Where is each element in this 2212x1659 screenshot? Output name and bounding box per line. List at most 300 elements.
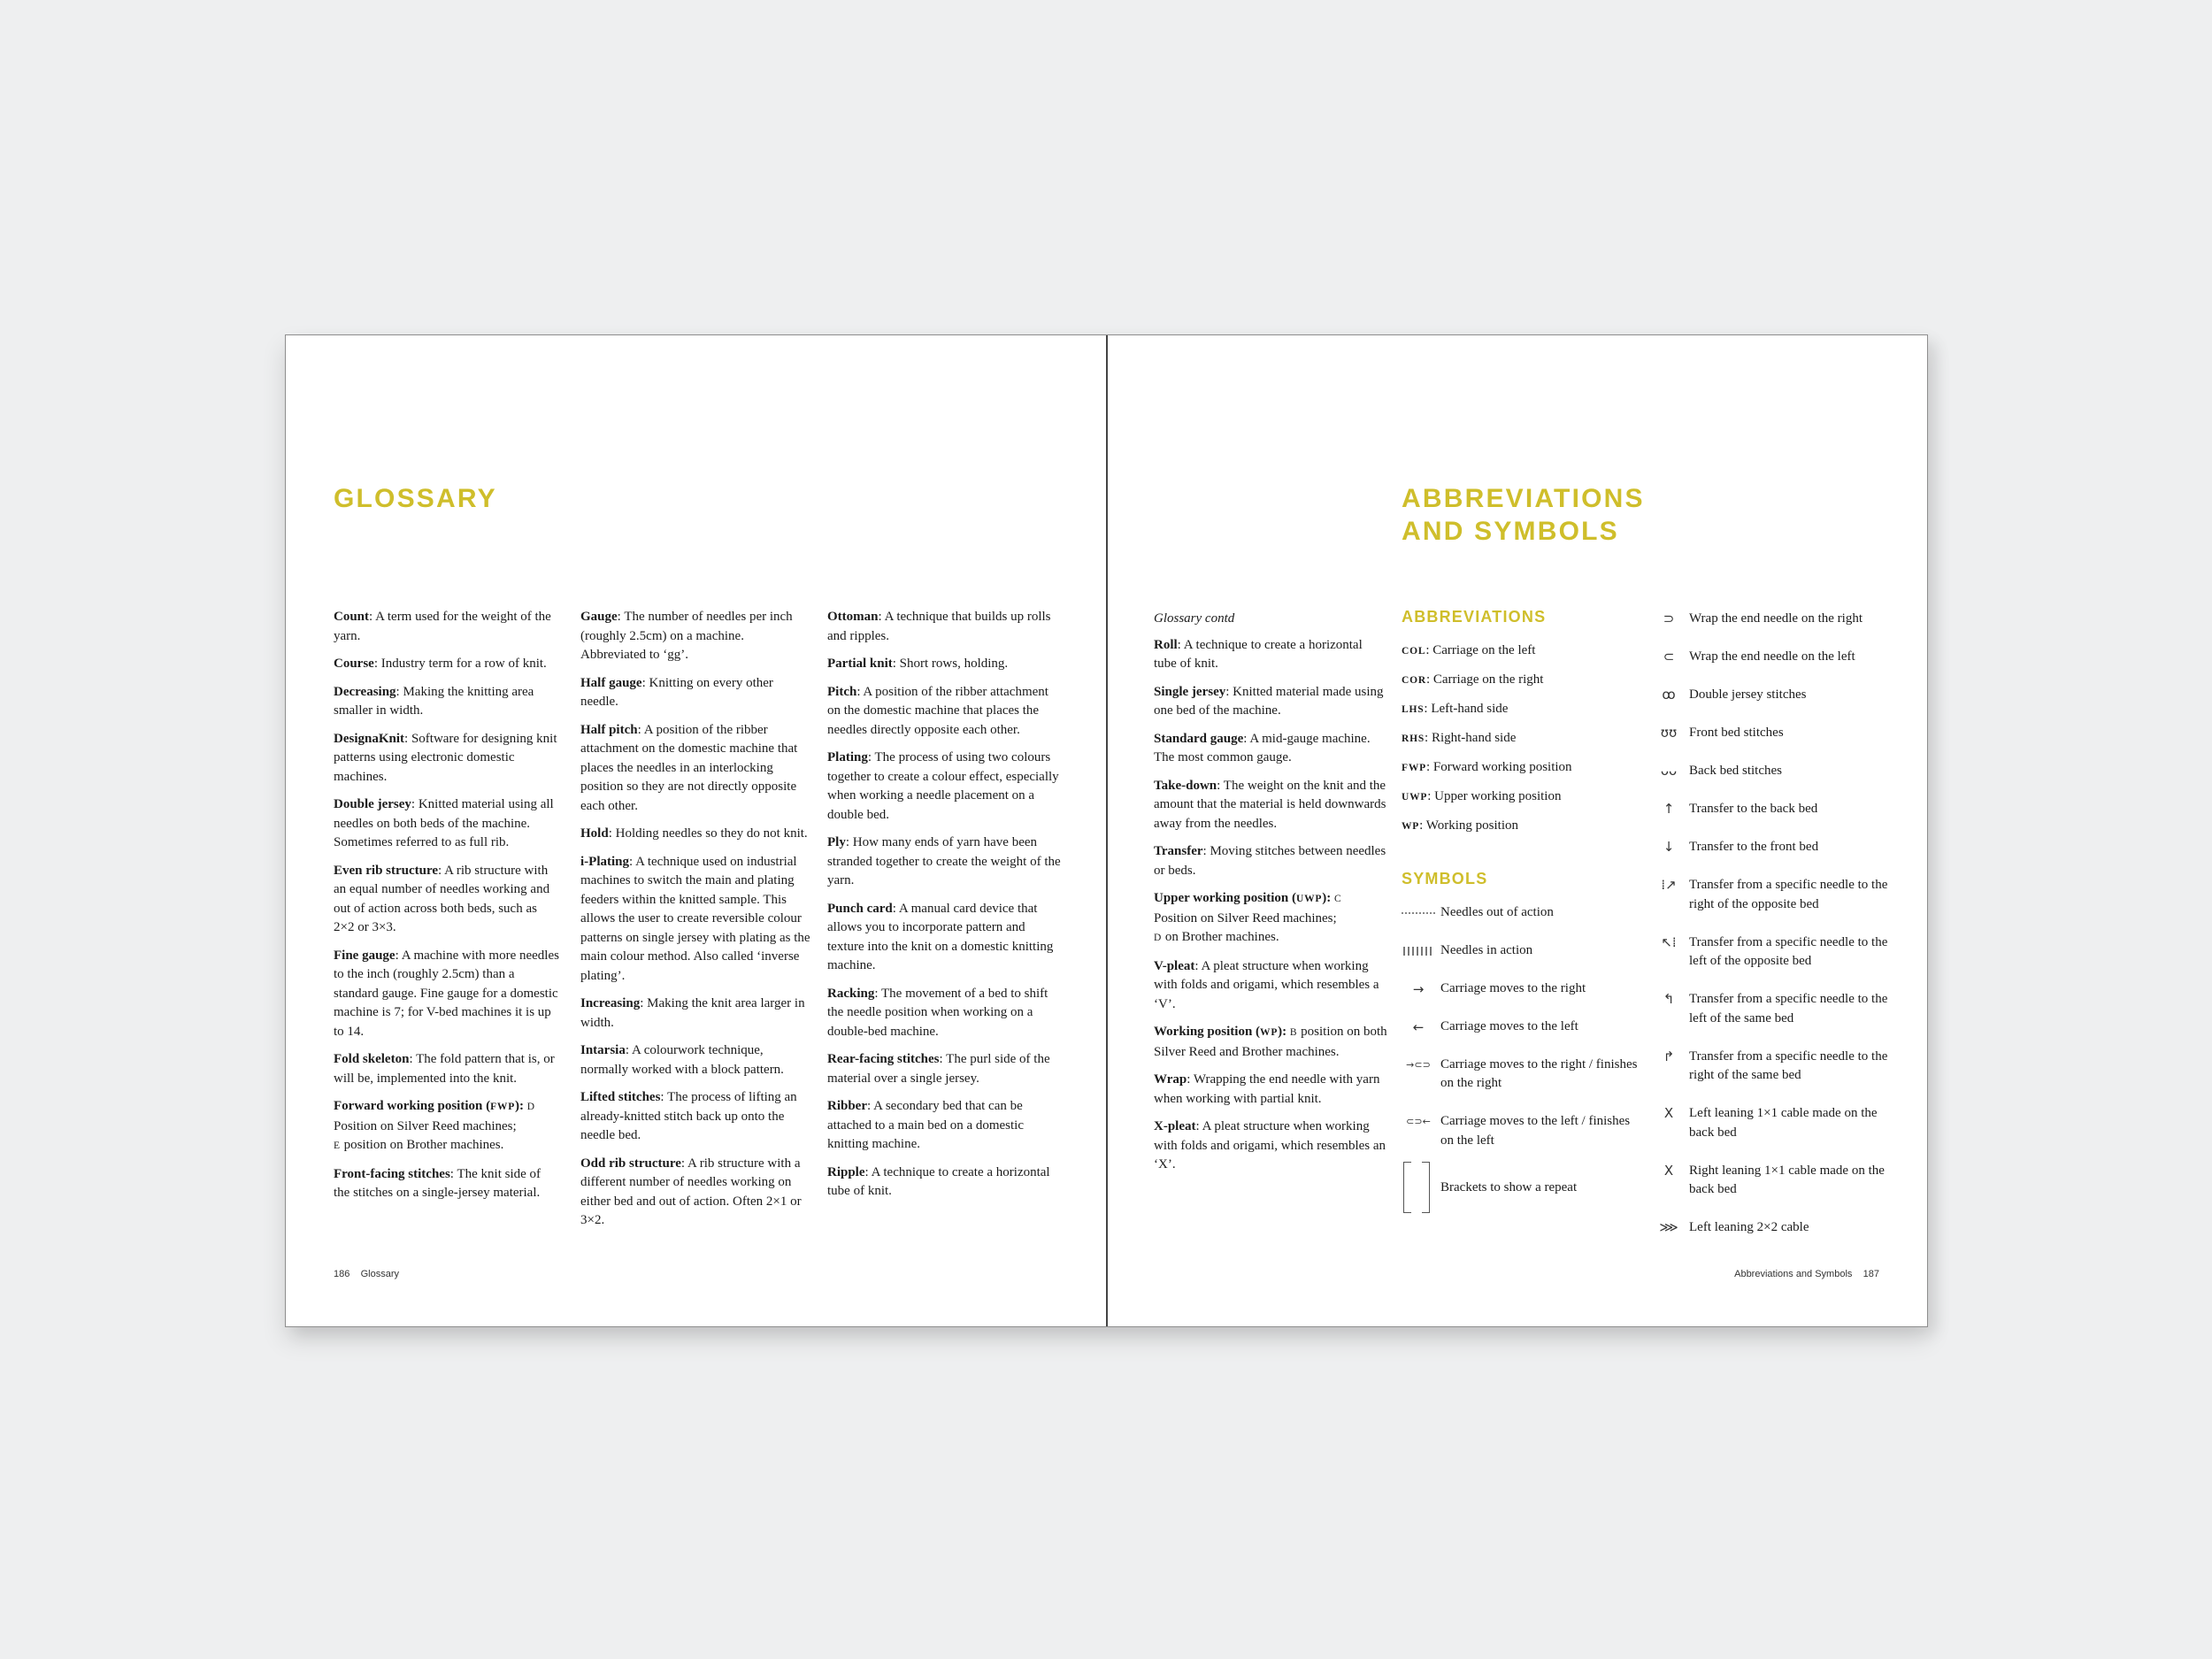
- glossary-entry: [827, 833, 1062, 891]
- abbreviation-meaning: : Upper working position: [1427, 788, 1562, 803]
- glossary-entry: [334, 1097, 560, 1156]
- glossary-entry: [580, 674, 810, 712]
- term-separator: :: [874, 986, 881, 1001]
- symbol-description: Brackets to show a repeat: [1440, 1180, 1578, 1194]
- symbol-description: Transfer from a specific needle to the left of the opposite bed: [1689, 934, 1888, 968]
- glossary-entry: [1154, 1071, 1388, 1109]
- glossary-entry: [827, 655, 1062, 674]
- term-text: Plating: [827, 750, 868, 764]
- term-separator: :: [629, 854, 636, 869]
- abbreviation-code: LHS: [1402, 703, 1425, 715]
- abbreviations-list: [1402, 641, 1640, 837]
- transfer-right-same-icon: ↱: [1663, 1048, 1675, 1064]
- glossary-entry: [334, 608, 560, 646]
- left-folio: [334, 1269, 399, 1279]
- term-text: Ribber: [827, 1099, 867, 1113]
- term-text: Upper working position (: [1154, 891, 1297, 905]
- glossary-definition: The process of lifting an already-knitted stitch back up onto the needle bed.: [580, 1090, 797, 1142]
- term-text: Intarsia: [580, 1043, 626, 1057]
- term-separator: :: [449, 1166, 457, 1181]
- glossary-entry: [1154, 957, 1388, 1015]
- abbreviation-meaning: : Left-hand side: [1424, 701, 1509, 716]
- glossary-entry: [334, 862, 560, 938]
- term-text: Fine gauge: [334, 948, 396, 963]
- glossary-term: [1154, 638, 1178, 652]
- glossary-entry: [580, 608, 810, 665]
- symbol-item: [1402, 1179, 1640, 1198]
- glossary-entry: [334, 655, 560, 674]
- glossary-definition: Knitting on every other needle.: [580, 675, 773, 709]
- term-text: Racking: [827, 986, 875, 1001]
- glossary-definition: A technique to create a horizontal tube of knit.: [827, 1164, 1050, 1198]
- abbreviation-item: [1402, 758, 1640, 779]
- term-separator: :: [867, 1099, 874, 1113]
- glossary-column-2: [580, 608, 810, 1240]
- glossary-entry: [1154, 1118, 1388, 1175]
- term-separator: :: [411, 797, 419, 811]
- glossary-term: [1154, 959, 1194, 973]
- glossary-term: [1154, 1072, 1187, 1087]
- term-abbreviation: FWP: [490, 1102, 516, 1112]
- glossary-entry: [580, 1041, 810, 1079]
- position-letter: E: [334, 1141, 341, 1151]
- glossary-term: [1154, 1025, 1286, 1039]
- abbreviation-item: [1402, 700, 1640, 720]
- glossary-entry: [580, 853, 810, 987]
- glossary-definition: A technique to create a horizontal tube of knit.: [1154, 637, 1363, 671]
- glossary-term: [827, 657, 893, 671]
- symbol-item: [1655, 686, 1894, 705]
- symbol-item: [1655, 876, 1894, 914]
- term-separator: :: [369, 610, 376, 624]
- glossary-definition: A pleat structure when working with folds and origami, which resembles an ‘X’.: [1154, 1119, 1386, 1171]
- glossary-definition: The knit side of the stitches on a single-jersey material.: [334, 1166, 541, 1200]
- term-text-end: ):: [515, 1099, 525, 1113]
- glossary-term: [334, 732, 404, 746]
- glossary-contd-column: [1154, 610, 1388, 1184]
- glossary-term: [580, 826, 609, 841]
- term-text: Wrap: [1154, 1072, 1187, 1087]
- symbol-item: [1655, 762, 1894, 781]
- glossary-definition: A machine with more needles to the inch (roughly 2.5cm) than a standard gauge. Fine gauge for a domestic machine is 7; for V-bed machines it is up to 14.: [334, 948, 559, 1039]
- glossary-term: [827, 685, 856, 699]
- glossary-definition: The number of needles per inch (roughly 2.5cm) on a machine. Abbreviated to ‘gg’.: [580, 610, 793, 662]
- abbreviation-item: [1402, 641, 1640, 662]
- symbol-item: [1402, 1112, 1640, 1150]
- position-text: on Brother machines.: [1162, 930, 1279, 944]
- glossary-term: [334, 610, 369, 624]
- symbol-item: [1655, 610, 1894, 629]
- term-abbreviation: UWP: [1296, 894, 1323, 904]
- glossary-entry: [1154, 683, 1388, 721]
- abbreviation-code: COR: [1402, 674, 1426, 686]
- glossary-definition: A technique that builds up rolls and ripples.: [827, 610, 1051, 643]
- glossary-entry: [334, 1165, 560, 1203]
- abbreviation-code: RHS: [1402, 733, 1425, 744]
- term-text: Fold skeleton: [334, 1052, 410, 1066]
- glossary-definition: Wrapping the end needle with yarn when working with partial knit.: [1154, 1072, 1380, 1106]
- term-text: Standard gauge: [1154, 731, 1244, 746]
- glossary-entry: [580, 995, 810, 1033]
- position-letter: C: [1334, 894, 1342, 904]
- symbol-description: Front bed stitches: [1689, 726, 1784, 740]
- term-separator: :: [1225, 684, 1233, 699]
- term-text-end: ):: [1278, 1025, 1287, 1039]
- term-separator: :: [878, 610, 885, 624]
- glossary-definition: Holding needles so they do not knit.: [615, 826, 808, 841]
- term-separator: :: [680, 1156, 687, 1171]
- glossary-term: [827, 1099, 867, 1113]
- glossary-entry: [1154, 777, 1388, 834]
- glossary-term: [334, 657, 374, 671]
- term-separator: :: [1195, 1119, 1202, 1133]
- glossary-term: [827, 987, 874, 1001]
- term-separator: :: [373, 657, 381, 671]
- glossary-term: [580, 855, 629, 869]
- symbol-item: [1655, 1162, 1894, 1200]
- wrap-left-icon: ⊂: [1663, 649, 1675, 664]
- glossary-term: [1154, 844, 1203, 858]
- glossary-definition: Industry term for a row of knit.: [380, 657, 547, 671]
- glossary-term: [580, 996, 640, 1010]
- glossary-entry: [827, 900, 1062, 976]
- term-separator: :: [625, 1043, 632, 1057]
- abbreviation-meaning: : Carriage on the right: [1425, 672, 1544, 687]
- symbol-description: Back bed stitches: [1689, 764, 1782, 778]
- glossary-term: [334, 1167, 450, 1181]
- symbol-item: [1655, 648, 1894, 667]
- abbreviation-item: [1402, 671, 1640, 691]
- front-bed-icon: ʊʊ: [1660, 725, 1678, 741]
- glossary-term: [1154, 685, 1225, 699]
- term-text: Gauge: [580, 610, 618, 624]
- glossary-definition: Software for designing knit patterns using electronic domestic machines.: [334, 731, 557, 784]
- term-separator: :: [617, 610, 625, 624]
- transfer-left-opposite-icon: ↖⁞: [1661, 933, 1677, 950]
- term-separator: :: [892, 901, 899, 916]
- abbreviation-meaning: : Working position: [1419, 818, 1518, 833]
- abbreviations-heading: ABBREVIATIONS: [1402, 608, 1547, 626]
- position-text: position on Brother machines.: [340, 1138, 504, 1152]
- right-folio: [1734, 1269, 1879, 1279]
- term-text: Even rib structure: [334, 863, 439, 878]
- glossary-definition: The fold pattern that is, or will be, implemented into the knit.: [334, 1052, 555, 1086]
- carriage-right-finish-icon: →⊂⊃: [1406, 1058, 1431, 1071]
- glossary-term: [827, 1052, 940, 1066]
- term-text: Ply: [827, 835, 846, 849]
- glossary-definition: A position of the ribber attachment on the domestic machine that places the needles directly opposite each other.: [827, 684, 1048, 737]
- glossary-entry: [334, 947, 560, 1042]
- running-footer: Abbreviations and Symbols: [1734, 1269, 1853, 1279]
- glossary-entry: [827, 985, 1062, 1042]
- transfer-left-same-icon: ↰: [1663, 991, 1675, 1007]
- cable-left-1x1-icon: X: [1663, 1105, 1674, 1121]
- glossary-entry: [1154, 842, 1388, 880]
- symbols-list: [1402, 903, 1640, 1198]
- glossary-entry: [827, 1164, 1062, 1202]
- symbol-item: [1402, 979, 1640, 999]
- symbol-item: [1655, 724, 1894, 743]
- term-text: Double jersey: [334, 797, 411, 811]
- glossary-term: [580, 1090, 660, 1104]
- term-text-end: ):: [1322, 891, 1332, 905]
- cable-left-2x2-icon: ⋙: [1659, 1219, 1678, 1235]
- glossary-entry: [334, 795, 560, 853]
- term-separator: :: [409, 1052, 417, 1066]
- term-text: Ottoman: [827, 610, 879, 624]
- carriage-left-finish-icon: ⊂⊃←: [1406, 1116, 1431, 1127]
- glossary-term: [827, 750, 868, 764]
- term-separator: :: [1217, 778, 1224, 793]
- term-text: X-pleat: [1154, 1119, 1196, 1133]
- glossary-definition: Making the knit area larger in width.: [580, 996, 805, 1030]
- glossary-definition: Knitted material made using one bed of the machine.: [1154, 684, 1384, 718]
- needles-in-action-icon: [1402, 942, 1435, 960]
- term-separator: :: [864, 1164, 872, 1179]
- symbol-description: Left leaning 1×1 cable made on the back bed: [1689, 1106, 1878, 1140]
- symbol-description: Transfer from a specific needle to the right of the opposite bed: [1689, 878, 1888, 911]
- glossary-contd-label: Glossary contd: [1154, 611, 1235, 626]
- symbol-item: [1655, 933, 1894, 972]
- glossary-entry: [1154, 730, 1388, 768]
- glossary-term: [334, 797, 411, 811]
- glossary-term: [580, 1043, 626, 1057]
- symbol-item: [1655, 990, 1894, 1028]
- term-text: Working position (: [1154, 1025, 1261, 1039]
- symbol-description: Needles out of action: [1440, 904, 1554, 919]
- symbol-description: Transfer to the front bed: [1689, 840, 1819, 854]
- symbols-column-2: [1655, 610, 1894, 1256]
- term-text: Decreasing: [334, 684, 396, 699]
- book-spread: [285, 334, 1928, 1327]
- wrap-right-icon: ⊃: [1663, 611, 1675, 626]
- glossary-entry: [1154, 636, 1388, 674]
- term-text: Rear-facing stitches: [827, 1052, 940, 1066]
- glossary-entry: [334, 730, 560, 787]
- running-footer: Glossary: [360, 1269, 399, 1279]
- term-text: Course: [334, 657, 374, 671]
- glossary-definition: A mid-gauge machine. The most common gauge.: [1154, 731, 1371, 764]
- abbreviation-code: UWP: [1402, 791, 1428, 803]
- symbol-item: [1402, 1018, 1640, 1037]
- abbreviations-title-line-1: ABBREVIATIONS: [1402, 484, 1645, 513]
- term-text: Take-down: [1154, 778, 1217, 793]
- arrow-right-icon: →: [1412, 980, 1425, 997]
- term-text: Ripple: [827, 1164, 865, 1179]
- abbreviation-item: [1402, 729, 1640, 749]
- glossary-entry: [580, 1088, 810, 1146]
- glossary-term: [334, 1052, 409, 1066]
- term-separator: :: [660, 1090, 668, 1104]
- glossary-definition: The purl side of the material over a single jersey.: [827, 1052, 1050, 1086]
- symbol-item: [1655, 1218, 1894, 1238]
- glossary-term: [580, 1156, 681, 1171]
- term-text: Count: [334, 610, 370, 624]
- symbol-item: [1655, 1104, 1894, 1142]
- term-text: Partial knit: [827, 657, 893, 671]
- term-separator: :: [845, 835, 853, 849]
- symbol-description: Needles in action: [1440, 942, 1533, 957]
- glossary-definition: Knitted material using all needles on both beds of the machine. Sometimes referred to as full rib.: [334, 797, 554, 849]
- glossary-term: [1154, 732, 1243, 746]
- glossary-term: [334, 1099, 524, 1113]
- position-text: Position on Silver Reed machines;: [1154, 910, 1337, 926]
- glossary-term: [827, 1165, 865, 1179]
- symbol-item: [1655, 838, 1894, 857]
- term-separator: :: [608, 826, 616, 841]
- symbol-description: Carriage moves to the right / finishes on the right: [1440, 1056, 1638, 1090]
- term-abbreviation: WP: [1260, 1027, 1279, 1038]
- symbol-description: Carriage moves to the left: [1440, 1018, 1578, 1033]
- glossary-definition: A rib structure with an equal number of needles working and out of action across both beds, such as 2×2 or 3×3.: [334, 863, 550, 934]
- glossary-definition: A position of the ribber attachment on the domestic machine that places the needles in an interlocking position so they are not directly opposite each other.: [580, 722, 798, 813]
- glossary-entry: [334, 1050, 560, 1088]
- term-text: Pitch: [827, 684, 857, 699]
- glossary-term: [1154, 1119, 1196, 1133]
- abbreviation-item: [1402, 787, 1640, 808]
- term-separator: :: [1202, 844, 1210, 858]
- abbreviations-title-line-2: AND SYMBOLS: [1402, 517, 1619, 546]
- symbols-heading: SYMBOLS: [1402, 870, 1488, 887]
- term-text: Front-facing stitches: [334, 1166, 450, 1181]
- position-letter: D: [526, 1102, 535, 1112]
- symbol-description: Left leaning 2×2 cable: [1689, 1220, 1809, 1234]
- term-text: Transfer: [1154, 844, 1203, 858]
- term-separator: :: [1194, 958, 1202, 973]
- term-text: Half gauge: [580, 675, 642, 690]
- glossary-term: [580, 676, 642, 690]
- glossary-entry: [827, 1050, 1062, 1088]
- symbol-item: [1655, 800, 1894, 819]
- symbol-description: Transfer to the back bed: [1689, 802, 1818, 816]
- term-text: Lifted stitches: [580, 1090, 661, 1104]
- term-text: Forward working position (: [334, 1099, 491, 1113]
- term-separator: :: [1177, 637, 1184, 652]
- glossary-term: [1154, 891, 1331, 905]
- glossary-definition: A colourwork technique, normally worked with a block pattern.: [580, 1043, 784, 1077]
- glossary-entry: [827, 683, 1062, 741]
- glossary-term: [580, 723, 638, 737]
- glossary-entry: [580, 721, 810, 817]
- gutter-divider: [1106, 335, 1108, 1326]
- brackets-icon: [1402, 1179, 1435, 1197]
- symbol-item: [1402, 941, 1640, 961]
- symbol-description: Double jersey stitches: [1689, 687, 1807, 702]
- glossary-definition: A pleat structure when working with folds and origami, which resembles a ‘V’.: [1154, 958, 1379, 1011]
- abbreviation-item: [1402, 817, 1640, 837]
- term-separator: :: [939, 1052, 947, 1066]
- glossary-definition: A term used for the weight of the yarn.: [334, 610, 551, 643]
- term-separator: :: [637, 722, 644, 737]
- glossary-title: GLOSSARY: [334, 484, 497, 513]
- abbreviation-meaning: : Right-hand side: [1425, 730, 1517, 745]
- symbol-description: Right leaning 1×1 cable made on the back bed: [1689, 1163, 1885, 1196]
- arrow-left-icon: ←: [1412, 1018, 1425, 1035]
- term-separator: :: [404, 731, 411, 746]
- glossary-entry: [580, 1155, 810, 1231]
- abbreviations-title: [1402, 482, 1645, 548]
- glossary-entry: [827, 749, 1062, 825]
- glossary-entry: [1154, 1023, 1388, 1062]
- term-text: Increasing: [580, 996, 641, 1010]
- term-text: Hold: [580, 826, 609, 841]
- term-separator: :: [1187, 1072, 1194, 1087]
- symbol-description: Carriage moves to the left / finishes on the left: [1440, 1114, 1631, 1148]
- glossary-term: [827, 835, 846, 849]
- term-text: Odd rib structure: [580, 1156, 681, 1171]
- page-number: 186: [334, 1269, 350, 1279]
- position-letter: B: [1289, 1027, 1298, 1038]
- glossary-entry: [827, 608, 1062, 646]
- glossary-definition: A secondary bed that can be attached to a main bed on a domestic knitting machine.: [827, 1099, 1025, 1151]
- cable-right-1x1-icon: X: [1663, 1162, 1674, 1179]
- position-text: Position on Silver Reed machines;: [334, 1118, 517, 1133]
- abbreviation-code: WP: [1402, 820, 1420, 832]
- symbol-description: Carriage moves to the right: [1440, 980, 1586, 995]
- glossary-term: [334, 949, 396, 963]
- abbreviation-code: COL: [1402, 645, 1426, 657]
- glossary-definition: Short rows, holding.: [899, 657, 1009, 671]
- symbol-item: [1655, 1048, 1894, 1086]
- double-jersey-icon: ꝏ: [1662, 687, 1676, 703]
- glossary-column-1: [334, 608, 560, 1212]
- term-text: DesignaKnit: [334, 731, 405, 746]
- term-separator: :: [1243, 731, 1250, 746]
- glossary-definition: Moving stitches between needles or beds.: [1154, 844, 1386, 878]
- glossary-entry: [580, 825, 810, 844]
- term-separator: :: [438, 863, 445, 878]
- term-text: i-Plating: [580, 854, 629, 869]
- abbreviations-symbols-column: [1402, 608, 1640, 1217]
- abbreviation-code: FWP: [1402, 762, 1426, 773]
- glossary-entry: [1154, 889, 1388, 949]
- term-separator: :: [867, 750, 875, 764]
- arrow-down-icon: ↓: [1663, 839, 1675, 855]
- glossary-term: [827, 610, 879, 624]
- needles-out-of-action-icon: [1402, 904, 1435, 922]
- glossary-definition: The movement of a bed to shift the needle position when working on a double-bed machine.: [827, 986, 1048, 1039]
- symbol-description: Wrap the end needle on the left: [1689, 649, 1855, 664]
- term-separator: :: [396, 684, 403, 699]
- page-number: 187: [1863, 1269, 1879, 1279]
- term-text: Roll: [1154, 637, 1178, 652]
- term-text: Punch card: [827, 901, 893, 916]
- glossary-term: [1154, 779, 1217, 793]
- symbol-description: Transfer from a specific needle to the right of the same bed: [1689, 1048, 1888, 1082]
- symbol-item: [1402, 903, 1640, 923]
- term-text: Single jersey: [1154, 684, 1226, 699]
- term-separator: :: [856, 684, 864, 699]
- back-bed-icon: ᴗᴗ: [1660, 763, 1678, 779]
- glossary-definition: The weight on the knit and the amount that the material is held downwards away from the needles.: [1154, 778, 1386, 831]
- abbreviation-meaning: : Carriage on the left: [1425, 642, 1536, 657]
- glossary-definition: A rib structure with a different number of needles working on either bed and out of action. Often 2×1 or 3×2.: [580, 1156, 802, 1227]
- glossary-definition: The process of using two colours together to create a colour effect, especially when working a needle placement on a double bed.: [827, 750, 1059, 822]
- position-text: position on both Silver Reed and Brother machines.: [1154, 1025, 1387, 1059]
- position-letter: D: [1154, 933, 1163, 943]
- symbol-item: [1402, 1056, 1640, 1094]
- glossary-definition: A manual card device that allows you to incorporate pattern and texture into the knit on a domestic knitting machine.: [827, 901, 1054, 972]
- glossary-term: [334, 685, 396, 699]
- glossary-definition: A technique used on industrial machines to switch the main and plating feeders within the knitted sample. This allows the user to create reversible colour patterns on single jersey with plating as the main colour method. Also called ‘inverse plating’.: [580, 854, 810, 983]
- transfer-right-opposite-icon: ⁞↗: [1661, 877, 1677, 893]
- glossary-term: [580, 610, 618, 624]
- symbol-description: Wrap the end needle on the right: [1689, 611, 1863, 626]
- term-text: Half pitch: [580, 722, 638, 737]
- glossary-definition: How many ends of yarn have been stranded together to create the weight of the yarn.: [827, 835, 1061, 887]
- term-separator: :: [395, 948, 402, 963]
- abbreviation-meaning: : Forward working position: [1425, 759, 1572, 774]
